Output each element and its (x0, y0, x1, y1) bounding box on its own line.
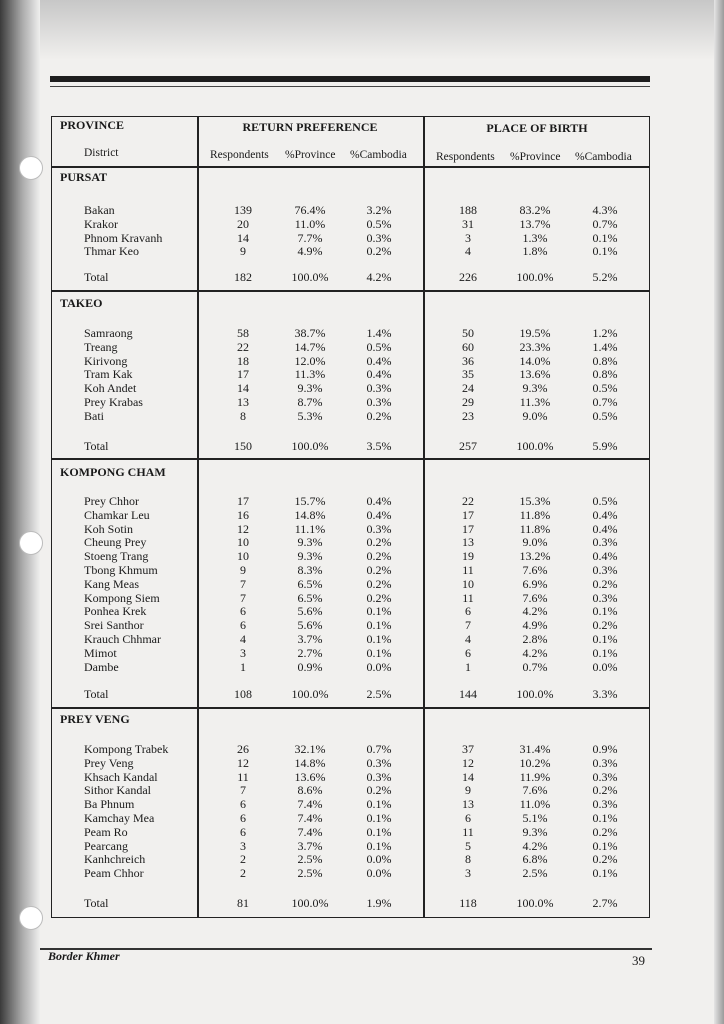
province-header: PROVINCE (60, 118, 125, 132)
return-pct-cambodia: 0.3% (366, 395, 392, 409)
birth-respondents: 36 (462, 353, 474, 368)
binder-hole (19, 531, 43, 555)
total-label: Total (84, 439, 109, 453)
return-respondents: 6 (240, 824, 246, 839)
birth-pct-cambodia: 0.1% (592, 230, 618, 245)
return-pct-cambodia: 0.1% (366, 645, 392, 660)
birth-pct-cambodia: 0.2% (592, 576, 618, 591)
birth-pct-province: 2.8% (522, 632, 548, 646)
birth-pct-province: 14.0% (519, 353, 551, 368)
return-pct-cambodia: 0.7% (366, 742, 392, 756)
birth-pct-province: 4.9% (522, 618, 548, 633)
return-pct-cambodia: 0.1% (366, 604, 392, 619)
province-name: PREY VENG (60, 712, 130, 726)
birth-respondents: 6 (465, 604, 471, 619)
return-pct-province: 14.8% (294, 755, 326, 770)
return-pct-cambodia: 0.0% (366, 659, 392, 674)
return-pct-province: 14.7% (294, 339, 326, 354)
district-name: Prey Veng (84, 755, 134, 770)
return-respondents: 12 (237, 755, 249, 770)
district-name: Bakan (84, 203, 115, 217)
birth-pct-province: 19.5% (519, 326, 551, 340)
birth-pct-cambodia: 0.8% (592, 353, 618, 368)
return-pct-province: 7.4% (297, 811, 323, 825)
return-pct-province: 2.7% (297, 645, 323, 660)
birth-pct-cambodia: 0.5% (592, 494, 618, 508)
return-pct-province: 8.3% (297, 563, 323, 577)
birth-pct-cambodia: 0.8% (592, 367, 618, 382)
return-pct-province: 12.0% (294, 353, 326, 368)
return-pct-province: 32.1% (294, 742, 326, 756)
return-pct-cambodia: 0.4% (366, 353, 392, 368)
birth-pct-province: 15.3% (519, 494, 551, 508)
section-divider (51, 290, 650, 292)
total-return-respondents: 182 (234, 270, 252, 284)
total-birth-respondents: 226 (459, 270, 477, 284)
birth-respondents: 12 (462, 755, 474, 770)
birth-pct-province: 10.2% (519, 755, 551, 770)
birth-pct-province: 31.4% (519, 742, 551, 756)
district-name: Tbong Khmum (84, 563, 158, 577)
birth-pct-cambodia: 0.1% (592, 244, 618, 259)
birth-respondents: 3 (465, 866, 471, 881)
birth-pct-province: 9.3% (522, 381, 548, 396)
birth-respondents: 7 (465, 618, 471, 633)
total-return-respondents: 81 (237, 896, 249, 910)
birth-pct-cambodia: 0.1% (592, 604, 618, 619)
return-pct-cambodia: 0.0% (366, 852, 392, 867)
birth-pct-province: 7.6% (522, 590, 548, 605)
return-respondents: 3 (240, 645, 246, 660)
birth-respondents: 8 (465, 852, 471, 867)
return-respondents: 8 (240, 408, 246, 423)
return-pct-province: 2.5% (297, 852, 323, 867)
return-pct-province: 7.7% (297, 230, 323, 245)
return-respondents: 18 (237, 353, 249, 368)
return-preference-header: RETURN PREFERENCE (242, 120, 378, 134)
return-pct-cambodia: 0.5% (366, 216, 392, 231)
birth-pct-cambodia: 1.4% (592, 339, 618, 354)
total-birth-pct-cambodia: 2.7% (592, 896, 618, 910)
birth-respondents: 4 (465, 632, 471, 646)
district-name: Khsach Kandal (84, 769, 158, 784)
birth-respondents: 10 (462, 576, 474, 591)
birth-respondents: 188 (459, 203, 477, 217)
birth-pct-province: 11.8% (519, 507, 551, 522)
birth-pct-cambodia: 0.3% (592, 563, 618, 577)
return-respondents: 6 (240, 604, 246, 619)
birth-pct-cambodia: 0.3% (592, 797, 618, 812)
birth-pct-cambodia: 0.1% (592, 632, 618, 646)
return-pct-province: 15.7% (294, 494, 326, 508)
total-birth-pct-cambodia: 5.9% (592, 439, 618, 453)
birth-respondents: 50 (462, 326, 474, 340)
pct-province-header: %Province (510, 151, 561, 163)
return-respondents: 13 (237, 395, 249, 409)
return-pct-cambodia: 0.1% (366, 797, 392, 812)
respondents-header: Respondents (210, 149, 269, 161)
return-pct-province: 2.5% (297, 866, 323, 881)
birth-pct-cambodia: 0.7% (592, 216, 618, 231)
birth-pct-province: 13.2% (519, 549, 551, 564)
return-respondents: 10 (237, 535, 249, 550)
return-pct-province: 11.0% (294, 216, 326, 231)
return-pct-province: 11.1% (294, 521, 326, 536)
district-name: Chamkar Leu (84, 507, 150, 522)
birth-pct-cambodia: 0.5% (592, 408, 618, 423)
return-respondents: 17 (237, 494, 249, 508)
birth-pct-province: 5.1% (522, 811, 548, 825)
birth-respondents: 1 (465, 659, 471, 674)
total-birth-respondents: 144 (459, 687, 477, 701)
scan-right-edge (714, 0, 724, 1024)
return-pct-cambodia: 0.3% (366, 521, 392, 536)
return-respondents: 14 (237, 381, 249, 396)
district-name: Treang (84, 339, 118, 354)
birth-respondents: 11 (462, 824, 474, 839)
birth-respondents: 6 (465, 645, 471, 660)
district-name: Phnom Kravanh (84, 230, 163, 245)
return-pct-province: 11.3% (294, 367, 326, 382)
birth-pct-province: 11.8% (519, 521, 551, 536)
birth-respondents: 37 (462, 742, 474, 756)
birth-respondents: 11 (462, 590, 474, 605)
birth-pct-cambodia: 1.2% (592, 326, 618, 340)
birth-respondents: 3 (465, 230, 471, 245)
return-pct-cambodia: 1.4% (366, 326, 392, 340)
binder-hole (19, 156, 43, 180)
total-birth-pct-cambodia: 5.2% (592, 270, 618, 284)
birth-pct-province: 13.6% (519, 367, 551, 382)
birth-pct-province: 9.3% (522, 824, 548, 839)
return-pct-province: 14.8% (294, 507, 326, 522)
return-respondents: 139 (234, 203, 252, 217)
district-name: Cheung Prey (84, 535, 147, 550)
return-respondents: 6 (240, 618, 246, 633)
return-pct-province: 0.9% (297, 659, 323, 674)
district-name: Krakor (84, 216, 118, 231)
return-pct-cambodia: 0.4% (366, 507, 392, 522)
district-name: Pearcang (84, 838, 128, 853)
birth-pct-cambodia: 0.9% (592, 742, 618, 756)
return-respondents: 11 (237, 769, 249, 784)
return-pct-province: 13.6% (294, 769, 326, 784)
birth-pct-province: 83.2% (519, 203, 551, 217)
place-of-birth-header: PLACE OF BIRTH (486, 121, 588, 135)
birth-pct-province: 4.2% (522, 838, 548, 853)
province-name: PURSAT (60, 170, 108, 184)
total-birth-pct-province: 100.0% (516, 896, 554, 910)
total-return-pct-cambodia: 4.2% (366, 270, 392, 284)
pct-cambodia-header: %Cambodia (350, 149, 407, 161)
total-birth-pct-cambodia: 3.3% (592, 687, 618, 701)
birth-pct-cambodia: 0.3% (592, 755, 618, 770)
birth-respondents: 60 (462, 339, 474, 354)
birth-pct-province: 23.3% (519, 339, 551, 354)
return-pct-cambodia: 0.1% (366, 838, 392, 853)
birth-pct-cambodia: 0.4% (592, 549, 618, 564)
district-name: Bati (84, 408, 104, 423)
return-respondents: 6 (240, 797, 246, 812)
return-pct-cambodia: 0.3% (366, 230, 392, 245)
birth-pct-cambodia: 0.3% (592, 769, 618, 784)
birth-respondents: 31 (462, 216, 474, 231)
return-respondents: 2 (240, 866, 246, 881)
birth-pct-cambodia: 0.7% (592, 395, 618, 409)
birth-respondents: 24 (462, 381, 474, 396)
return-pct-province: 5.3% (297, 408, 323, 423)
return-pct-cambodia: 0.1% (366, 632, 392, 646)
total-label: Total (84, 687, 109, 701)
header-rule (50, 76, 650, 82)
district-name: Kompong Siem (84, 590, 160, 605)
birth-pct-cambodia: 0.4% (592, 507, 618, 522)
respondents-header: Respondents (436, 151, 495, 163)
section-divider (51, 458, 650, 460)
return-pct-province: 8.6% (297, 783, 323, 798)
return-pct-cambodia: 0.0% (366, 866, 392, 881)
return-pct-cambodia: 0.3% (366, 755, 392, 770)
district-name: Ponhea Krek (84, 604, 147, 619)
return-pct-cambodia: 0.2% (366, 244, 392, 259)
column-divider (423, 116, 425, 918)
return-respondents: 1 (240, 659, 246, 674)
return-pct-province: 38.7% (294, 326, 326, 340)
birth-pct-province: 0.7% (522, 659, 548, 674)
district-name: Srei Santhor (84, 618, 144, 633)
total-return-pct-province: 100.0% (291, 687, 329, 701)
return-pct-province: 7.4% (297, 797, 323, 812)
birth-respondents: 29 (462, 395, 474, 409)
birth-respondents: 22 (462, 494, 474, 508)
birth-pct-cambodia: 0.2% (592, 824, 618, 839)
district-name: Ba Phnum (84, 797, 135, 812)
return-respondents: 26 (237, 742, 249, 756)
total-birth-pct-province: 100.0% (516, 270, 554, 284)
birth-respondents: 5 (465, 838, 471, 853)
return-respondents: 7 (240, 590, 246, 605)
return-respondents: 16 (237, 507, 249, 522)
return-pct-cambodia: 3.2% (366, 203, 392, 217)
pct-province-header: %Province (285, 149, 336, 161)
district-name: Prey Chhor (84, 494, 139, 508)
district-header: District (84, 147, 119, 159)
total-return-pct-province: 100.0% (291, 439, 329, 453)
total-return-pct-province: 100.0% (291, 270, 329, 284)
total-return-pct-cambodia: 2.5% (366, 687, 392, 701)
return-respondents: 4 (240, 632, 246, 646)
birth-respondents: 14 (462, 769, 474, 784)
birth-pct-cambodia: 0.1% (592, 811, 618, 825)
return-pct-province: 9.3% (297, 549, 323, 564)
return-pct-cambodia: 0.2% (366, 576, 392, 591)
birth-pct-cambodia: 0.1% (592, 866, 618, 881)
return-pct-cambodia: 0.4% (366, 494, 392, 508)
return-pct-province: 3.7% (297, 632, 323, 646)
birth-pct-province: 11.9% (519, 769, 551, 784)
district-name: Kanhchreich (84, 852, 146, 867)
column-divider (197, 116, 199, 918)
total-birth-respondents: 257 (459, 439, 477, 453)
district-name: Sithor Kandal (84, 783, 151, 798)
return-pct-province: 6.5% (297, 576, 323, 591)
district-name: Kamchay Mea (84, 811, 155, 825)
section-divider (51, 707, 650, 709)
return-pct-cambodia: 0.5% (366, 339, 392, 354)
return-respondents: 9 (240, 563, 246, 577)
return-pct-cambodia: 0.1% (366, 824, 392, 839)
birth-respondents: 17 (462, 521, 474, 536)
scan-left-edge (0, 0, 40, 1024)
birth-respondents: 11 (462, 563, 474, 577)
return-respondents: 10 (237, 549, 249, 564)
birth-respondents: 4 (465, 244, 471, 259)
return-pct-province: 8.7% (297, 395, 323, 409)
return-pct-province: 76.4% (294, 203, 326, 217)
total-return-pct-cambodia: 1.9% (366, 896, 392, 910)
district-name: Kompong Trabek (84, 742, 169, 756)
return-respondents: 14 (237, 230, 249, 245)
header-rule-thin (50, 86, 650, 87)
district-name: Dambe (84, 659, 119, 674)
return-pct-cambodia: 0.2% (366, 549, 392, 564)
birth-pct-cambodia: 0.2% (592, 783, 618, 798)
total-return-respondents: 108 (234, 687, 252, 701)
return-respondents: 22 (237, 339, 249, 354)
return-pct-province: 9.3% (297, 381, 323, 396)
district-name: Peam Chhor (84, 866, 144, 881)
total-label: Total (84, 896, 109, 910)
birth-respondents: 19 (462, 549, 474, 564)
return-respondents: 7 (240, 783, 246, 798)
district-name: Koh Andet (84, 381, 137, 396)
birth-respondents: 13 (462, 535, 474, 550)
return-pct-cambodia: 0.2% (366, 535, 392, 550)
birth-pct-province: 9.0% (522, 408, 548, 423)
total-birth-pct-province: 100.0% (516, 439, 554, 453)
total-return-pct-province: 100.0% (291, 896, 329, 910)
birth-pct-province: 6.9% (522, 576, 548, 591)
birth-respondents: 17 (462, 507, 474, 522)
birth-pct-province: 9.0% (522, 535, 548, 550)
return-pct-cambodia: 0.2% (366, 590, 392, 605)
return-pct-cambodia: 0.3% (366, 381, 392, 396)
total-birth-pct-province: 100.0% (516, 687, 554, 701)
birth-pct-cambodia: 0.1% (592, 645, 618, 660)
return-respondents: 6 (240, 811, 246, 825)
return-pct-province: 5.6% (297, 604, 323, 619)
birth-respondents: 9 (465, 783, 471, 798)
return-pct-cambodia: 0.2% (366, 408, 392, 423)
birth-respondents: 23 (462, 408, 474, 423)
return-respondents: 2 (240, 852, 246, 867)
return-pct-province: 5.6% (297, 618, 323, 633)
birth-respondents: 35 (462, 367, 474, 382)
pct-cambodia-header: %Cambodia (575, 151, 632, 163)
return-pct-province: 7.4% (297, 824, 323, 839)
page-number: 39 (632, 953, 645, 968)
birth-pct-cambodia: 4.3% (592, 203, 618, 217)
district-name: Samraong (84, 326, 133, 340)
district-name: Kirivong (84, 353, 128, 368)
return-respondents: 58 (237, 326, 249, 340)
return-pct-cambodia: 0.2% (366, 563, 392, 577)
district-name: Tram Kak (84, 367, 133, 382)
birth-pct-cambodia: 0.0% (592, 659, 618, 674)
return-respondents: 12 (237, 521, 249, 536)
return-respondents: 9 (240, 244, 246, 259)
birth-pct-province: 1.8% (522, 244, 548, 259)
birth-pct-cambodia: 0.1% (592, 838, 618, 853)
birth-pct-province: 6.8% (522, 852, 548, 867)
return-respondents: 17 (237, 367, 249, 382)
return-pct-cambodia: 0.1% (366, 811, 392, 825)
total-birth-respondents: 118 (459, 896, 477, 910)
return-respondents: 3 (240, 838, 246, 853)
return-pct-province: 4.9% (297, 244, 323, 259)
footer-publication: Border Khmer (48, 949, 120, 963)
birth-pct-cambodia: 0.4% (592, 521, 618, 536)
return-pct-province: 6.5% (297, 590, 323, 605)
birth-respondents: 6 (465, 811, 471, 825)
birth-pct-cambodia: 0.5% (592, 381, 618, 396)
birth-pct-cambodia: 0.3% (592, 590, 618, 605)
scan-top-shading (0, 0, 724, 60)
return-respondents: 7 (240, 576, 246, 591)
birth-pct-cambodia: 0.3% (592, 535, 618, 550)
total-return-pct-cambodia: 3.5% (366, 439, 392, 453)
return-pct-province: 9.3% (297, 535, 323, 550)
birth-pct-province: 7.6% (522, 563, 548, 577)
district-name: Krauch Chhmar (84, 632, 161, 646)
birth-pct-cambodia: 0.2% (592, 618, 618, 633)
district-name: Stoeng Trang (84, 549, 149, 564)
return-respondents: 20 (237, 216, 249, 231)
district-name: Prey Krabas (84, 395, 143, 409)
birth-pct-province: 1.3% (522, 230, 548, 245)
return-pct-cambodia: 0.2% (366, 783, 392, 798)
return-pct-cambodia: 0.1% (366, 618, 392, 633)
birth-pct-province: 4.2% (522, 604, 548, 619)
birth-pct-province: 13.7% (519, 216, 551, 231)
footer-rule (40, 948, 652, 950)
birth-pct-province: 11.0% (519, 797, 551, 812)
province-name: KOMPONG CHAM (60, 465, 166, 479)
district-name: Kang Meas (84, 576, 139, 591)
birth-pct-province: 7.6% (522, 783, 548, 798)
birth-pct-province: 4.2% (522, 645, 548, 660)
birth-pct-province: 2.5% (522, 866, 548, 881)
district-name: Thmar Keo (84, 244, 139, 259)
birth-pct-cambodia: 0.2% (592, 852, 618, 867)
district-name: Mimot (84, 645, 117, 660)
binder-hole (19, 906, 43, 930)
province-name: TAKEO (60, 296, 103, 310)
birth-respondents: 13 (462, 797, 474, 812)
district-name: Koh Sotin (84, 521, 134, 536)
return-pct-province: 3.7% (297, 838, 323, 853)
district-name: Peam Ro (84, 824, 128, 839)
total-label: Total (84, 270, 109, 284)
return-pct-cambodia: 0.4% (366, 367, 392, 382)
birth-pct-province: 11.3% (519, 395, 551, 409)
total-return-respondents: 150 (234, 439, 252, 453)
section-divider (51, 166, 650, 168)
return-pct-cambodia: 0.3% (366, 769, 392, 784)
